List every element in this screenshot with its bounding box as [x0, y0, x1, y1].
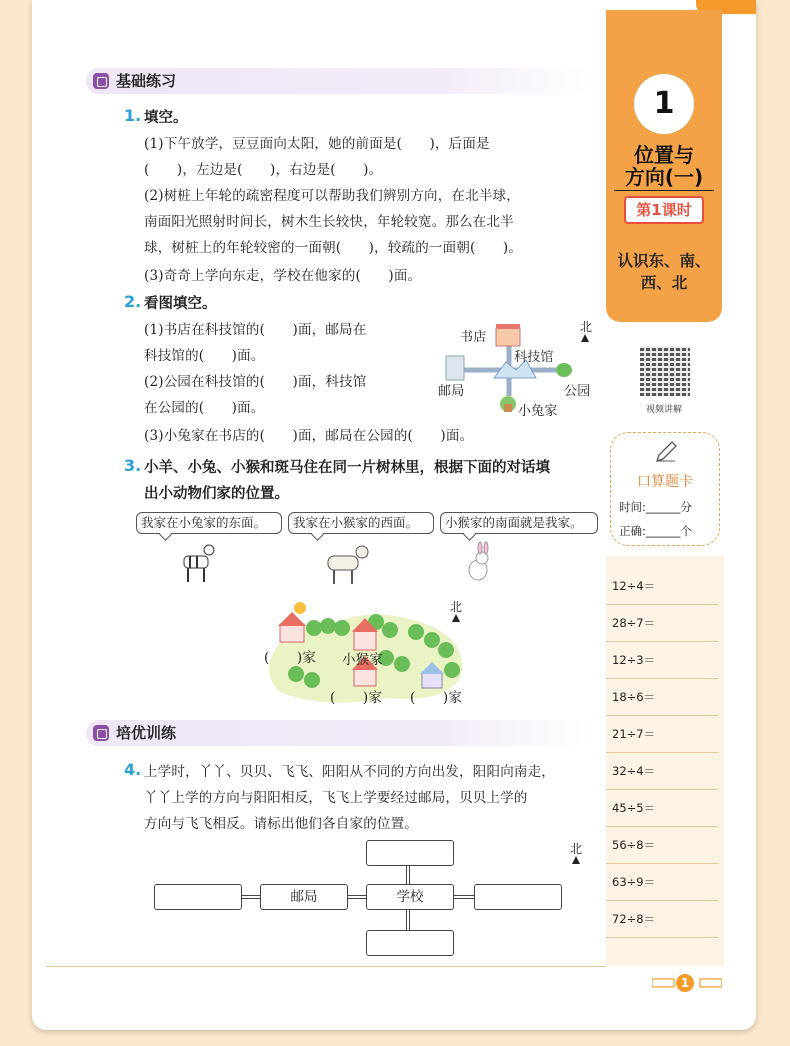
north-arrow-icon — [572, 856, 580, 864]
calc-item: 12÷3＝ — [606, 642, 718, 679]
q1-line: (1)下午放学，豆豆面向太阳，她的前面是( )，后面是 — [144, 136, 490, 152]
q1-line: ( )，左边是( )，右边是( )。 — [144, 162, 383, 178]
q2-line: 在公园的( )面。 — [144, 400, 265, 416]
sidebar — [606, 0, 724, 1046]
q4-number: 4. — [124, 760, 142, 779]
tree — [394, 656, 410, 672]
q2-line: (2)公园在科技馆的( )面，科技馆 — [144, 374, 367, 390]
speech-bubble: 我家在小兔家的东面。 — [136, 512, 282, 534]
tree — [320, 618, 336, 634]
house — [280, 624, 304, 642]
q3-title-line2: 出小动物们家的位置。 — [144, 486, 289, 502]
goat-icon — [328, 546, 368, 584]
oral-title: 口算题卡 — [637, 474, 693, 490]
footer-divider — [46, 966, 606, 967]
q2-map — [432, 314, 594, 418]
main-content — [86, 0, 594, 1046]
q4-north-label: 北 — [570, 842, 583, 856]
connector — [348, 895, 366, 899]
correct-label: 正确:______个 — [619, 524, 692, 538]
calc-item: 63÷9＝ — [606, 864, 718, 901]
section-advanced-title: 培优训练 — [116, 724, 177, 742]
q2-title: 看图填空。 — [144, 296, 217, 312]
tree — [438, 642, 454, 658]
q3-number: 3. — [124, 456, 142, 475]
tree — [444, 662, 460, 678]
q3-north-label: 北 — [450, 600, 463, 614]
rabbit-icon — [469, 542, 488, 580]
speech-bubble: 我家在小猴家的西面。 — [288, 512, 434, 534]
unit-number: 1 — [634, 74, 694, 134]
tree — [334, 620, 350, 636]
q1-title: 填空。 — [144, 110, 188, 126]
q2-post-label: 邮局 — [438, 384, 465, 399]
q3-blank-bottom1: ( )家 — [330, 690, 383, 706]
school-box: 学校 — [366, 884, 454, 910]
qr-code[interactable] — [640, 346, 690, 396]
calc-item: 72÷8＝ — [606, 901, 718, 938]
house — [354, 668, 376, 686]
section-basic-title: 基础练习 — [116, 72, 177, 90]
page-number: 1 — [676, 974, 694, 992]
q3-blank-left: ( )家 — [264, 650, 317, 666]
park-tree — [556, 363, 572, 377]
north-arrow-icon — [452, 614, 460, 622]
calc-item: 21÷7＝ — [606, 716, 718, 753]
tree — [304, 672, 320, 688]
unit-title-line1: 位置与 — [634, 143, 694, 167]
west-answer-box[interactable] — [154, 884, 242, 910]
tree — [306, 620, 322, 636]
q4-line: 上学时，丫丫、贝贝、飞飞、阳阳从不同的方向出发，阳阳向南走， — [144, 764, 555, 780]
q2-line: (3)小兔家在书店的( )面，邮局在公园的( )面。 — [144, 428, 474, 444]
unit-title-line2: 方向(一) — [624, 165, 704, 189]
calc-item: 18÷6＝ — [606, 679, 718, 716]
post-office-box: 邮局 — [260, 884, 348, 910]
time-label: 时间:______分 — [619, 500, 692, 514]
q1-line: (3)奇奇上学向东走，学校在他家的( )面。 — [144, 268, 422, 284]
q1-line: 南面阳光照射时间长，树木生长较快，年轮较宽。那么在北半 — [144, 214, 514, 230]
q2-line: (1)书店在科技馆的( )面，邮局在 — [144, 322, 367, 338]
section-basic-header — [86, 68, 594, 94]
north-answer-box[interactable] — [366, 840, 454, 866]
east-answer-box[interactable] — [474, 884, 562, 910]
connector — [454, 895, 474, 899]
q2-park-label: 公园 — [564, 384, 591, 399]
monkey-house — [354, 630, 376, 650]
rabbit-house — [504, 404, 512, 412]
q1-line: (2)树桩上年轮的疏密程度可以帮助我们辨别方向，在北半球， — [144, 188, 520, 204]
calc-item: 32÷4＝ — [606, 753, 718, 790]
q4-line: 丫丫上学的方向与阳阳相反，飞飞上学要经过邮局，贝贝上学的 — [144, 790, 528, 806]
tree — [288, 666, 304, 682]
oral-card — [610, 432, 720, 546]
shield-icon — [93, 725, 109, 741]
q3-title-line1: 小羊、小兔、小猴和斑马住在同一片树林里，根据下面的对话填 — [144, 460, 550, 476]
q2-line: 科技馆的( )面。 — [144, 348, 265, 364]
q2-number: 2. — [124, 292, 142, 311]
tree — [424, 632, 440, 648]
q1-line: 球，树桩上的年轮较密的一面朝( )，较疏的一面朝( )。 — [144, 240, 523, 256]
south-answer-box[interactable] — [366, 930, 454, 956]
bookstore-building — [496, 328, 520, 346]
sun-icon — [294, 602, 306, 614]
pencil-icon — [653, 439, 679, 465]
zebra-icon — [184, 545, 214, 582]
bookstore-roof — [496, 324, 520, 329]
q2-rabbit-label: 小兔家 — [518, 404, 558, 419]
q2-bookstore-label: 书店 — [460, 330, 487, 345]
speech-bubble: 小猴家的南面就是我家。 — [440, 512, 598, 534]
q3-animals — [178, 540, 518, 590]
q1-number: 1. — [124, 106, 142, 125]
calc-item: 12÷4＝ — [606, 568, 718, 605]
north-arrow-icon — [581, 334, 589, 342]
tree — [382, 622, 398, 638]
calc-item: 45÷5＝ — [606, 790, 718, 827]
calc-item: 56÷8＝ — [606, 827, 718, 864]
house-roof — [278, 612, 306, 626]
calc-item: 28÷7＝ — [606, 605, 718, 642]
q2-museum-label: 科技馆 — [514, 350, 554, 365]
section-advanced-header — [86, 720, 594, 746]
q2-north-label: 北 — [580, 320, 593, 334]
title-divider — [614, 190, 714, 191]
q4-line: 方向与飞飞相反。请标出他们各自家的位置。 — [144, 816, 418, 832]
topic-line2: 西、北 — [640, 274, 688, 292]
qr-label: 视频讲解 — [645, 405, 682, 415]
q3-blank-bottom2: ( )家 — [410, 690, 463, 706]
connector — [242, 895, 260, 899]
topic-line1: 认识东、南、 — [617, 252, 711, 270]
notebook-icon — [93, 73, 109, 89]
calc-list — [606, 556, 724, 966]
tree — [408, 624, 424, 640]
q3-monkey-label: 小猴家 — [342, 652, 384, 668]
connector — [406, 910, 410, 930]
connector — [406, 866, 410, 884]
lesson-badge: 第1课时 — [624, 196, 704, 224]
post-building — [446, 356, 464, 380]
